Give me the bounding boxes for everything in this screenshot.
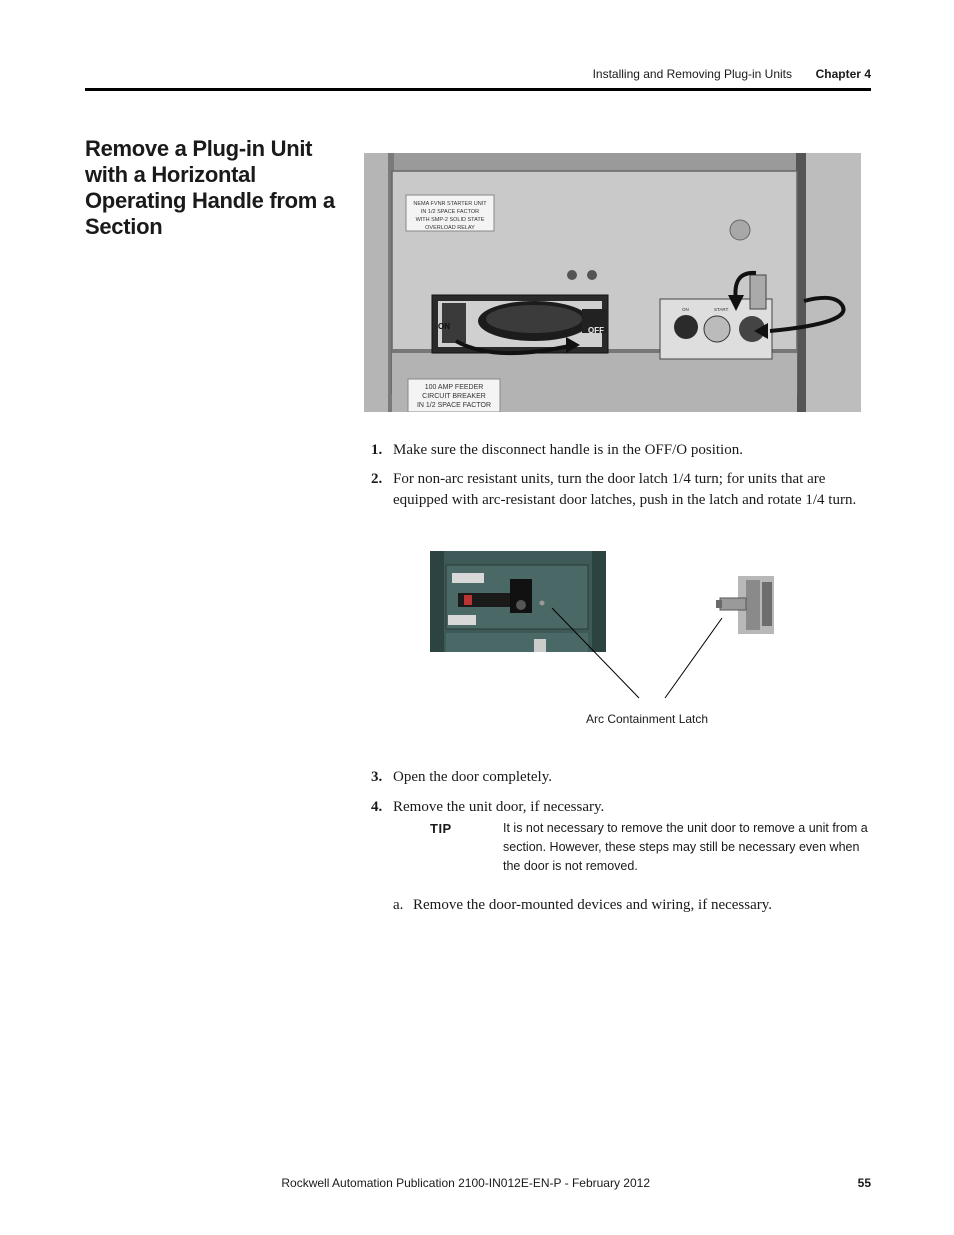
button-on-label: ON xyxy=(682,307,689,312)
step-number: 3. xyxy=(371,769,383,785)
label-top-line-4: OVERLOAD RELAY xyxy=(425,225,475,231)
step-text: Remove the unit door, if necessary. xyxy=(393,799,605,815)
callout-leader-lines xyxy=(540,600,740,710)
step-1 xyxy=(371,440,871,461)
running-header-chapter: Chapter 4 xyxy=(815,67,871,81)
section-title: Remove a Plug-in Unit with a Horizontal Operating Handle from a Section xyxy=(85,136,335,239)
footer-publication: Rockwell Automation Publication 2100-IN012E-EN-P - February 2012 xyxy=(281,1176,650,1190)
tip-text: It is not necessary to remove the unit door to remove a unit from a section. However, these steps may still be necessary even when the door is not removed. xyxy=(503,821,868,873)
step-number: 4. xyxy=(371,799,383,815)
substep-text: Remove the door-mounted devices and wiring, if necessary. xyxy=(413,897,773,913)
label-top-line-1: NEMA FVNR STARTER UNIT xyxy=(413,201,487,207)
button-start-label: START xyxy=(714,307,729,312)
header-rule xyxy=(85,88,871,91)
running-header-section: Installing and Removing Plug-in Units xyxy=(592,67,792,81)
handle-off-label: OFF xyxy=(588,326,604,335)
figure-caption: Arc Containment Latch xyxy=(586,712,709,726)
plug-in-unit-photo xyxy=(364,153,861,412)
substep-letter: a. xyxy=(393,897,404,913)
label-bottom-line-2: CIRCUIT BREAKER xyxy=(422,393,486,400)
tip-label: TIP xyxy=(430,821,452,836)
label-bottom-line-1: 100 AMP FEEDER xyxy=(424,384,484,391)
step-text: Open the door completely. xyxy=(393,769,552,785)
step-text: Make sure the disconnect handle is in the OFF/O position. xyxy=(393,442,743,458)
label-top-line-3: WITH SMP-2 SOLID STATE xyxy=(415,217,485,223)
step-number: 1. xyxy=(371,442,383,458)
step-2 xyxy=(371,469,871,511)
label-bottom-line-3: IN 1/2 SPACE FACTOR xyxy=(416,402,492,409)
label-top-line-2: IN 1/2 SPACE FACTOR xyxy=(420,209,480,215)
handle-on-label: ON xyxy=(438,322,450,331)
step-3 xyxy=(371,767,871,788)
substep-a xyxy=(393,895,873,916)
step-4 xyxy=(371,797,871,818)
step-number: 2. xyxy=(371,471,383,487)
page-number: 55 xyxy=(857,1176,871,1190)
step-text: For non-arc resistant units, turn the door latch 1/4 turn; for units that are equipped with arc-resistant door latches, push in the latch and rotate 1/4 turn. xyxy=(393,471,857,508)
